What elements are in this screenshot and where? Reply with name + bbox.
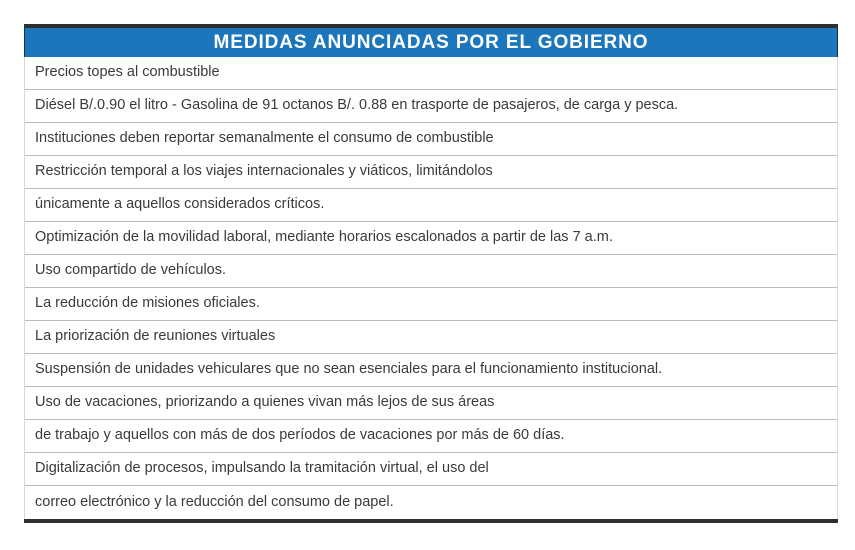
table-row (25, 222, 837, 255)
table-row (25, 453, 837, 486)
table-header-title: MEDIDAS ANUNCIADAS POR EL GOBIERNO (213, 32, 649, 53)
measures-table (24, 24, 838, 523)
table-bottom-rule (24, 519, 838, 523)
table-header (24, 28, 838, 57)
table-row (25, 354, 837, 387)
measure-text: Precios topes al combustible (35, 64, 220, 81)
table-row (25, 420, 837, 453)
table-row (25, 123, 837, 156)
table-row (25, 255, 837, 288)
measure-text: Uso compartido de vehículos. (35, 262, 227, 279)
table-row (25, 288, 837, 321)
table-row (25, 57, 837, 90)
measure-text: Optimización de la movilidad laboral, mediante horarios escalonados a partir de las 7 a.m. (35, 229, 613, 246)
measure-text: Diésel B/.0.90 el litro - Gasolina de 91 octanos B/. 0.88 en trasporte de pasajeros, de carga y pesca. (35, 97, 679, 114)
measure-text: Suspensión de unidades vehiculares que no sean esenciales para el funcionamiento institucional. (35, 361, 663, 378)
measure-text: correo electrónico y la reducción del consumo de papel. (35, 493, 394, 510)
table-row (25, 387, 837, 420)
measure-text: únicamente a aquellos considerados críticos. (35, 196, 325, 213)
table-row (25, 189, 837, 222)
table-body (24, 57, 838, 519)
measure-text: Digitalización de procesos, impulsando la tramitación virtual, el uso del (35, 460, 489, 477)
measure-text: Uso de vacaciones, priorizando a quienes vivan más lejos de sus áreas (35, 394, 495, 411)
measure-text: Instituciones deben reportar semanalmente el consumo de combustible (35, 130, 494, 147)
measure-text: La priorización de reuniones virtuales (35, 328, 276, 345)
measure-text: La reducción de misiones oficiales. (35, 295, 260, 312)
measure-text: de trabajo y aquellos con más de dos períodos de vacaciones por más de 60 días. (35, 427, 565, 444)
table-row (25, 486, 837, 519)
measure-text: Restricción temporal a los viajes internacionales y viáticos, limitándolos (35, 163, 493, 180)
table-row (25, 90, 837, 123)
table-row (25, 156, 837, 189)
table-row (25, 321, 837, 354)
